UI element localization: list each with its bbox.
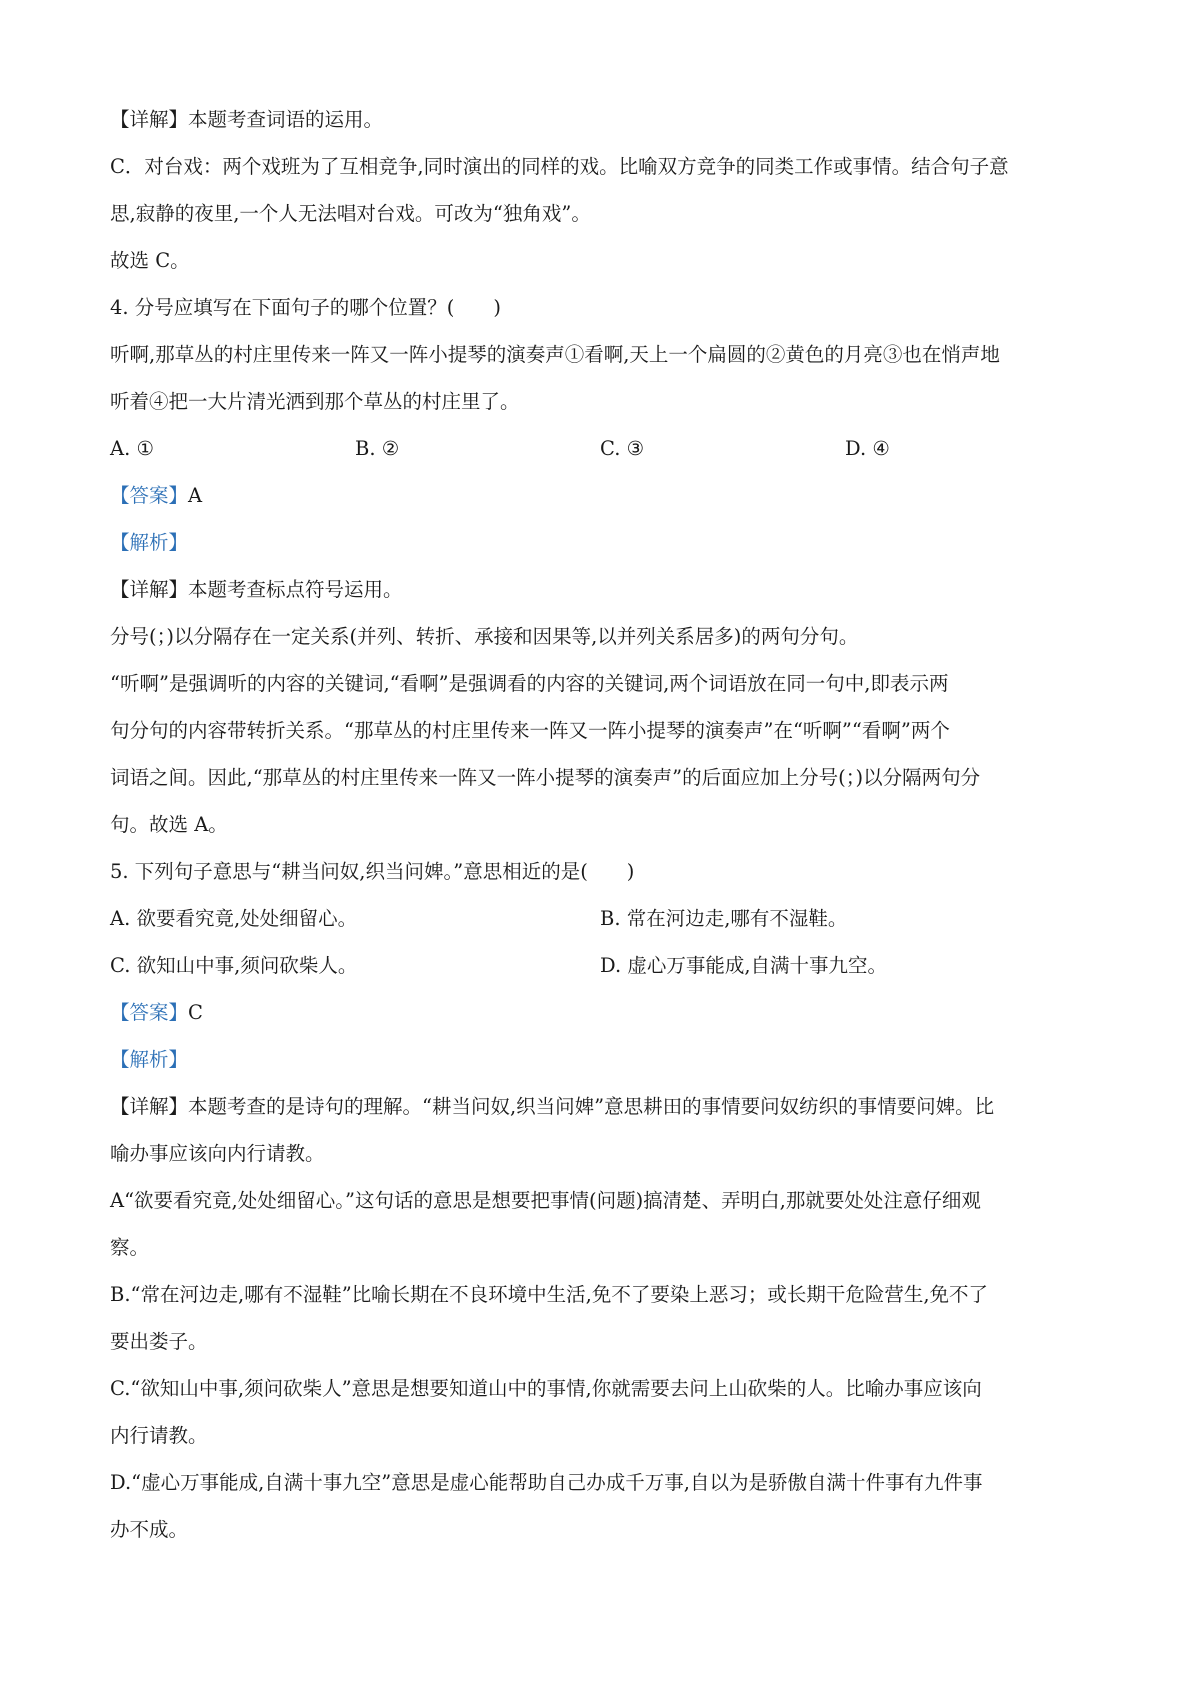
- q5-explain-b: 要出娄子。: [110, 1330, 208, 1353]
- q5-options-row: [110, 895, 1090, 942]
- answer-label: 【答案】: [110, 1001, 189, 1024]
- q5-explain-d: 办不成。: [110, 1518, 189, 1541]
- q4-stem: 4. 分号应填写在下面句子的哪个位置？( ): [110, 296, 502, 319]
- q3-line: C．对台戏：两个戏班为了互相竞争,同时演出的同样的戏。比喻双方竞争的同类工作或事情。结合句子意: [110, 155, 1009, 178]
- q5-option-d: D. 虚心万事能成,自满十事九空。: [600, 954, 888, 977]
- q4-analysis-label: 【解析】: [110, 531, 189, 554]
- q5-explain-d: D.“虚心万事能成,自满十事九空”意思是虚心能帮助自己办成千万事,自以为是骄傲自满十件事有九件事: [110, 1471, 983, 1494]
- q5-stem: 5. 下列句子意思与“耕当问奴,织当问婢。”意思相近的是( ): [110, 860, 635, 883]
- answer-value: C: [188, 1001, 203, 1024]
- answer-label: 【答案】: [110, 484, 189, 507]
- q5-option-b: B. 常在河边走,哪有不湿鞋。: [600, 907, 848, 930]
- q5-detail: 【详解】本题考查的是诗句的理解。“耕当问奴,织当问婢”意思耕田的事情要问奴纺织的事情要问婢。比: [110, 1095, 995, 1118]
- q4-explanation: 句。故选 A。: [110, 813, 228, 836]
- q3-line: 思,寂静的夜里,一个人无法唱对台戏。可改为“独角戏”。: [110, 202, 591, 225]
- q4-sentence: 听啊,那草丛的村庄里传来一阵又一阵小提琴的演奏声①看啊,天上一个扁圆的②黄色的月亮③也在悄声地: [110, 343, 1000, 366]
- q5-detail: 喻办事应该向内行请教。: [110, 1142, 325, 1165]
- document-page: [110, 96, 1090, 1553]
- q4-detail: 【详解】本题考查标点符号运用。: [110, 578, 403, 601]
- q5-explain-c: 内行请教。: [110, 1424, 208, 1447]
- q4-explanation: “听啊”是强调听的内容的关键词,“看啊”是强调看的内容的关键词,两个词语放在同一句中,即表示两: [110, 672, 949, 695]
- q5-explain-b: B.“常在河边走,哪有不湿鞋”比喻长期在不良环境中生活,免不了要染上恶习；或长期干危险营生,免不了: [110, 1283, 989, 1306]
- q4-option-b: B. ②: [355, 437, 400, 460]
- q5-explain-a: 察。: [110, 1236, 150, 1259]
- q4-sentence: 听着④把一大片清光洒到那个草丛的村庄里了。: [110, 390, 520, 413]
- q5-options-row: [110, 942, 1090, 989]
- q4-option-a: A. ①: [110, 437, 154, 460]
- q3-detail: 【详解】本题考查词语的运用。: [110, 108, 384, 131]
- q4-option-c: C. ③: [600, 437, 645, 460]
- q5-explain-a: A“欲要看究竟,处处细留心。”这句话的意思是想要把事情(问题)搞清楚、弄明白,那就要处处注意仔细观: [110, 1189, 981, 1212]
- q4-options: [110, 425, 1090, 472]
- q4-explanation: 词语之间。因此,“那草丛的村庄里传来一阵又一阵小提琴的演奏声”的后面应加上分号(；)以分隔两句分: [110, 766, 981, 789]
- q5-analysis-label: 【解析】: [110, 1048, 189, 1071]
- q3-choose: 故选 C。: [110, 249, 190, 272]
- q4-explanation: 分号(；)以分隔存在一定关系(并列、转折、承接和因果等,以并列关系居多)的两句分句。: [110, 625, 859, 648]
- q5-answer: [110, 989, 1090, 1036]
- q5-option-a: A. 欲要看究竟,处处细留心。: [110, 907, 358, 930]
- q4-option-d: D. ④: [845, 437, 890, 460]
- q5-explain-c: C.“欲知山中事,须问砍柴人”意思是想要知道山中的事情,你就需要去问上山砍柴的人。比喻办事应该向: [110, 1377, 982, 1400]
- q5-option-c: C. 欲知山中事,须问砍柴人。: [110, 954, 358, 977]
- q4-answer: [110, 472, 1090, 519]
- q4-explanation: 句分句的内容带转折关系。“那草丛的村庄里传来一阵又一阵小提琴的演奏声”在“听啊”“看啊”两个: [110, 719, 950, 742]
- answer-value: A: [188, 484, 203, 507]
